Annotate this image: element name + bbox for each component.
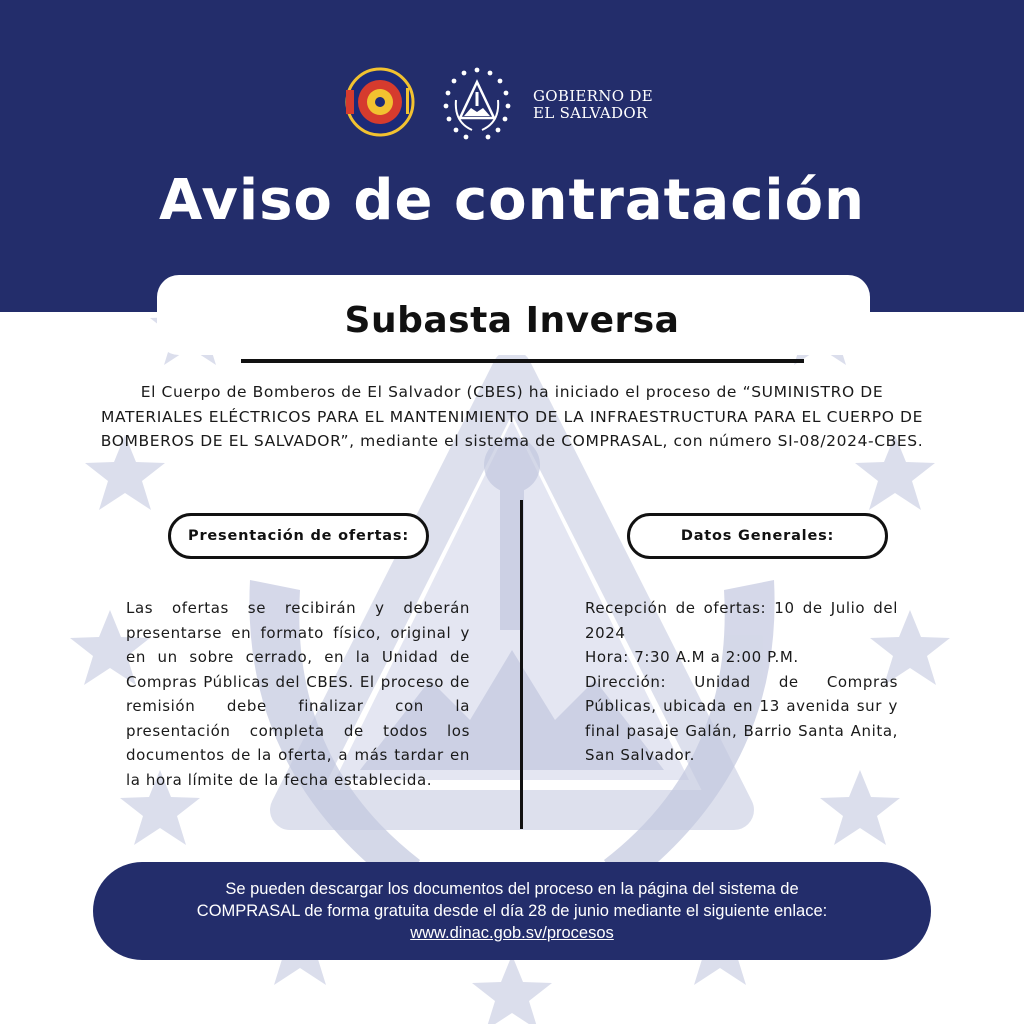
download-banner bbox=[93, 862, 931, 960]
page-title: Aviso de contratación bbox=[159, 168, 865, 233]
logos-row bbox=[0, 66, 1024, 142]
subtitle-underline bbox=[241, 359, 804, 363]
offers-body: Las ofertas se recibirán y deberán presentarse en formato físico, original y en un sobre cerrado, en la Unidad de Compras Públicas del CBES. El proceso de remisión debe finalizar con la presentación completa de todos los documentos de la oferta, a más tardar en la hora límite de la fecha establecida. bbox=[126, 599, 470, 789]
reception-date: Recepción de ofertas: 10 de Julio del 2024 bbox=[585, 599, 898, 642]
column-divider bbox=[520, 500, 523, 829]
footer-line-2: COMPRASAL de forma gratuita desde el día 28 de junio mediante el siguiente enlace: bbox=[196, 902, 828, 920]
general-details bbox=[585, 596, 898, 768]
general-heading-pill bbox=[627, 513, 888, 559]
footer-line-1: Se pueden descargar los documentos del proceso en la página del sistema de bbox=[225, 880, 799, 898]
notice-intro: El Cuerpo de Bomberos de El Salvador (CBES) ha iniciado el proceso de “SUMINISTRO DE MATERIALES ELÉCTRICOS PARA EL MANTENIMIENTO DE LA INFRAESTRUCTURA PARA EL CUERPO DE BOMBEROS DE EL SALVADOR”, mediante el sistema de COMPRASAL, con número SI-08/2024-CBES. bbox=[100, 383, 924, 450]
procesos-link[interactable]: www.dinac.gob.sv/procesos bbox=[410, 924, 614, 942]
el-salvador-coat-of-arms-icon bbox=[436, 66, 518, 142]
government-wordmark: GOBIERNO DE EL SALVADOR bbox=[533, 87, 653, 122]
general-heading: Datos Generales: bbox=[680, 528, 835, 544]
notice-subtitle: Subasta Inversa bbox=[344, 300, 680, 341]
offers-heading-pill bbox=[168, 513, 429, 559]
bomberos-seal-icon bbox=[340, 66, 420, 138]
reception-time: Hora: 7:30 A.M a 2:00 P.M. bbox=[585, 648, 799, 666]
offers-heading: Presentación de ofertas: bbox=[188, 528, 409, 544]
reception-address: Dirección: Unidad de Compras Públicas, ubicada en 13 avenida sur y final pasaje Galán, Barrio Santa Anita, San Salvador. bbox=[585, 672, 898, 764]
